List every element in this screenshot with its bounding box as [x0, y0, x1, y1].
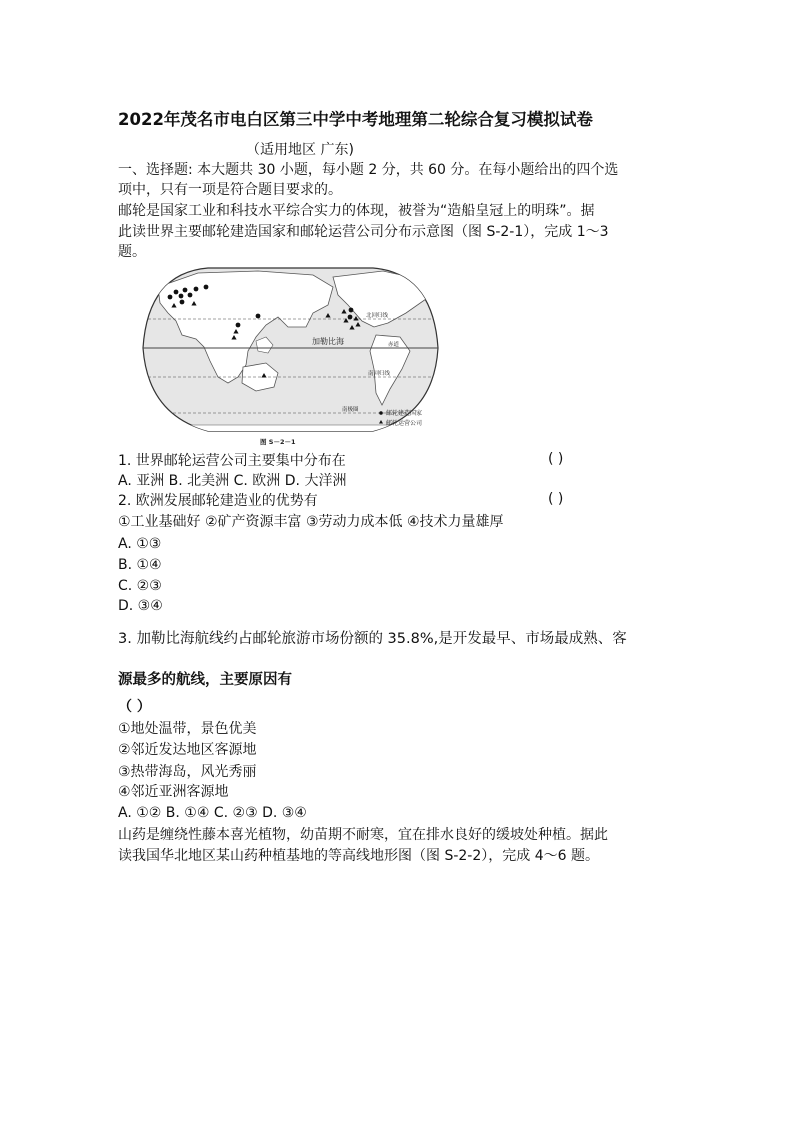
label-tropic-n: 北回归线	[366, 313, 389, 319]
section-instruction-line-2: 项中，只有一项是符合题目要求的。	[118, 182, 342, 198]
q2-option-a: A. ①③	[118, 536, 162, 552]
legend-circle-icon	[379, 411, 383, 415]
q3-item-2: ②邻近发达地区客源地	[118, 742, 257, 758]
q3-item-3: ③热带海岛，风光秀丽	[118, 764, 257, 780]
shipbuilding-marker	[168, 295, 173, 300]
q2-stem: 2. 欧洲发展邮轮建造业的优势有	[118, 493, 318, 509]
shipbuilding-marker	[348, 315, 353, 320]
q3-item-1: ①地处温带，景色优美	[118, 721, 257, 737]
label-caribbean: 加勒比海	[312, 337, 344, 346]
legend-operate: 邮轮运营公司	[386, 420, 423, 427]
q2-option-b: B. ①④	[118, 557, 162, 573]
world-map-figure	[138, 265, 443, 450]
shipbuilding-marker	[183, 288, 188, 293]
label-polar-s: 南极圈	[342, 407, 359, 413]
applicable-region: （适用地区 广东)	[246, 142, 354, 158]
legend-build: 邮轮建造国家	[386, 410, 423, 417]
q3-item-4: ④邻近亚洲客源地	[118, 784, 229, 800]
q3-options: A. ①② B. ①④ C. ②③ D. ③④	[118, 805, 307, 821]
q3-answer-blank: （ ）	[118, 699, 151, 715]
q1-answer-blank: ( )	[548, 451, 564, 467]
q2-option-d: D. ③④	[118, 598, 163, 614]
world-map-svg	[138, 265, 443, 450]
figure-caption: 图 S－2－1	[260, 438, 296, 446]
passage2-line-2: 读我国华北地区某山药种植基地的等高线地形图（图 S-2-2），完成 4～6 题。	[118, 848, 599, 864]
shipbuilding-marker	[236, 323, 241, 328]
q2-answer-blank: ( )	[548, 491, 564, 507]
q2-items: ①工业基础好 ②矿产资源丰富 ③劳动力成本低 ④技术力量雄厚	[118, 514, 504, 530]
q3-stem-line-1: 3. 加勒比海航线约占邮轮旅游市场份额的 35.8%,是开发最早、市场最成熟、客	[118, 631, 627, 647]
shipbuilding-marker	[194, 287, 199, 292]
passage1-line-1: 邮轮是国家工业和科技水平综合实力的体现，被誉为“造船皇冠上的明珠”。据	[118, 203, 595, 219]
passage1-line-3: 题。	[118, 244, 146, 260]
shipbuilding-marker	[349, 308, 354, 313]
q3-stem-line-2: 源最多的航线，主要原因有	[118, 672, 292, 688]
shipbuilding-marker	[204, 285, 209, 290]
section-instruction-line-1: 一、选择题: 本大题共 30 小题，每小题 2 分，共 60 分。在每小题给出的四个选	[118, 162, 619, 178]
label-tropic-s: 南回归线	[368, 371, 391, 377]
shipbuilding-marker	[256, 314, 261, 319]
passage2-line-1: 山药是缠绕性藤本喜光植物，幼苗期不耐寒，宜在排水良好的缓坡处种植。据此	[118, 827, 608, 843]
q2-option-c: C. ②③	[118, 578, 162, 594]
page-title: 2022年茂名市电白区第三中学中考地理第二轮综合复习模拟试卷	[118, 110, 593, 129]
shipbuilding-marker	[180, 300, 185, 305]
passage1-line-2: 此读世界主要邮轮建造国家和邮轮运营公司分布示意图（图 S-2-1），完成 1～3	[118, 224, 609, 240]
q1-stem: 1. 世界邮轮运营公司主要集中分布在	[118, 453, 346, 469]
shipbuilding-marker	[188, 293, 193, 298]
shipbuilding-marker	[174, 290, 179, 295]
label-equator: 赤道	[388, 342, 400, 348]
shipbuilding-marker	[179, 294, 184, 299]
q1-options: A. 亚洲 B. 北美洲 C. 欧洲 D. 大洋洲	[118, 473, 347, 489]
